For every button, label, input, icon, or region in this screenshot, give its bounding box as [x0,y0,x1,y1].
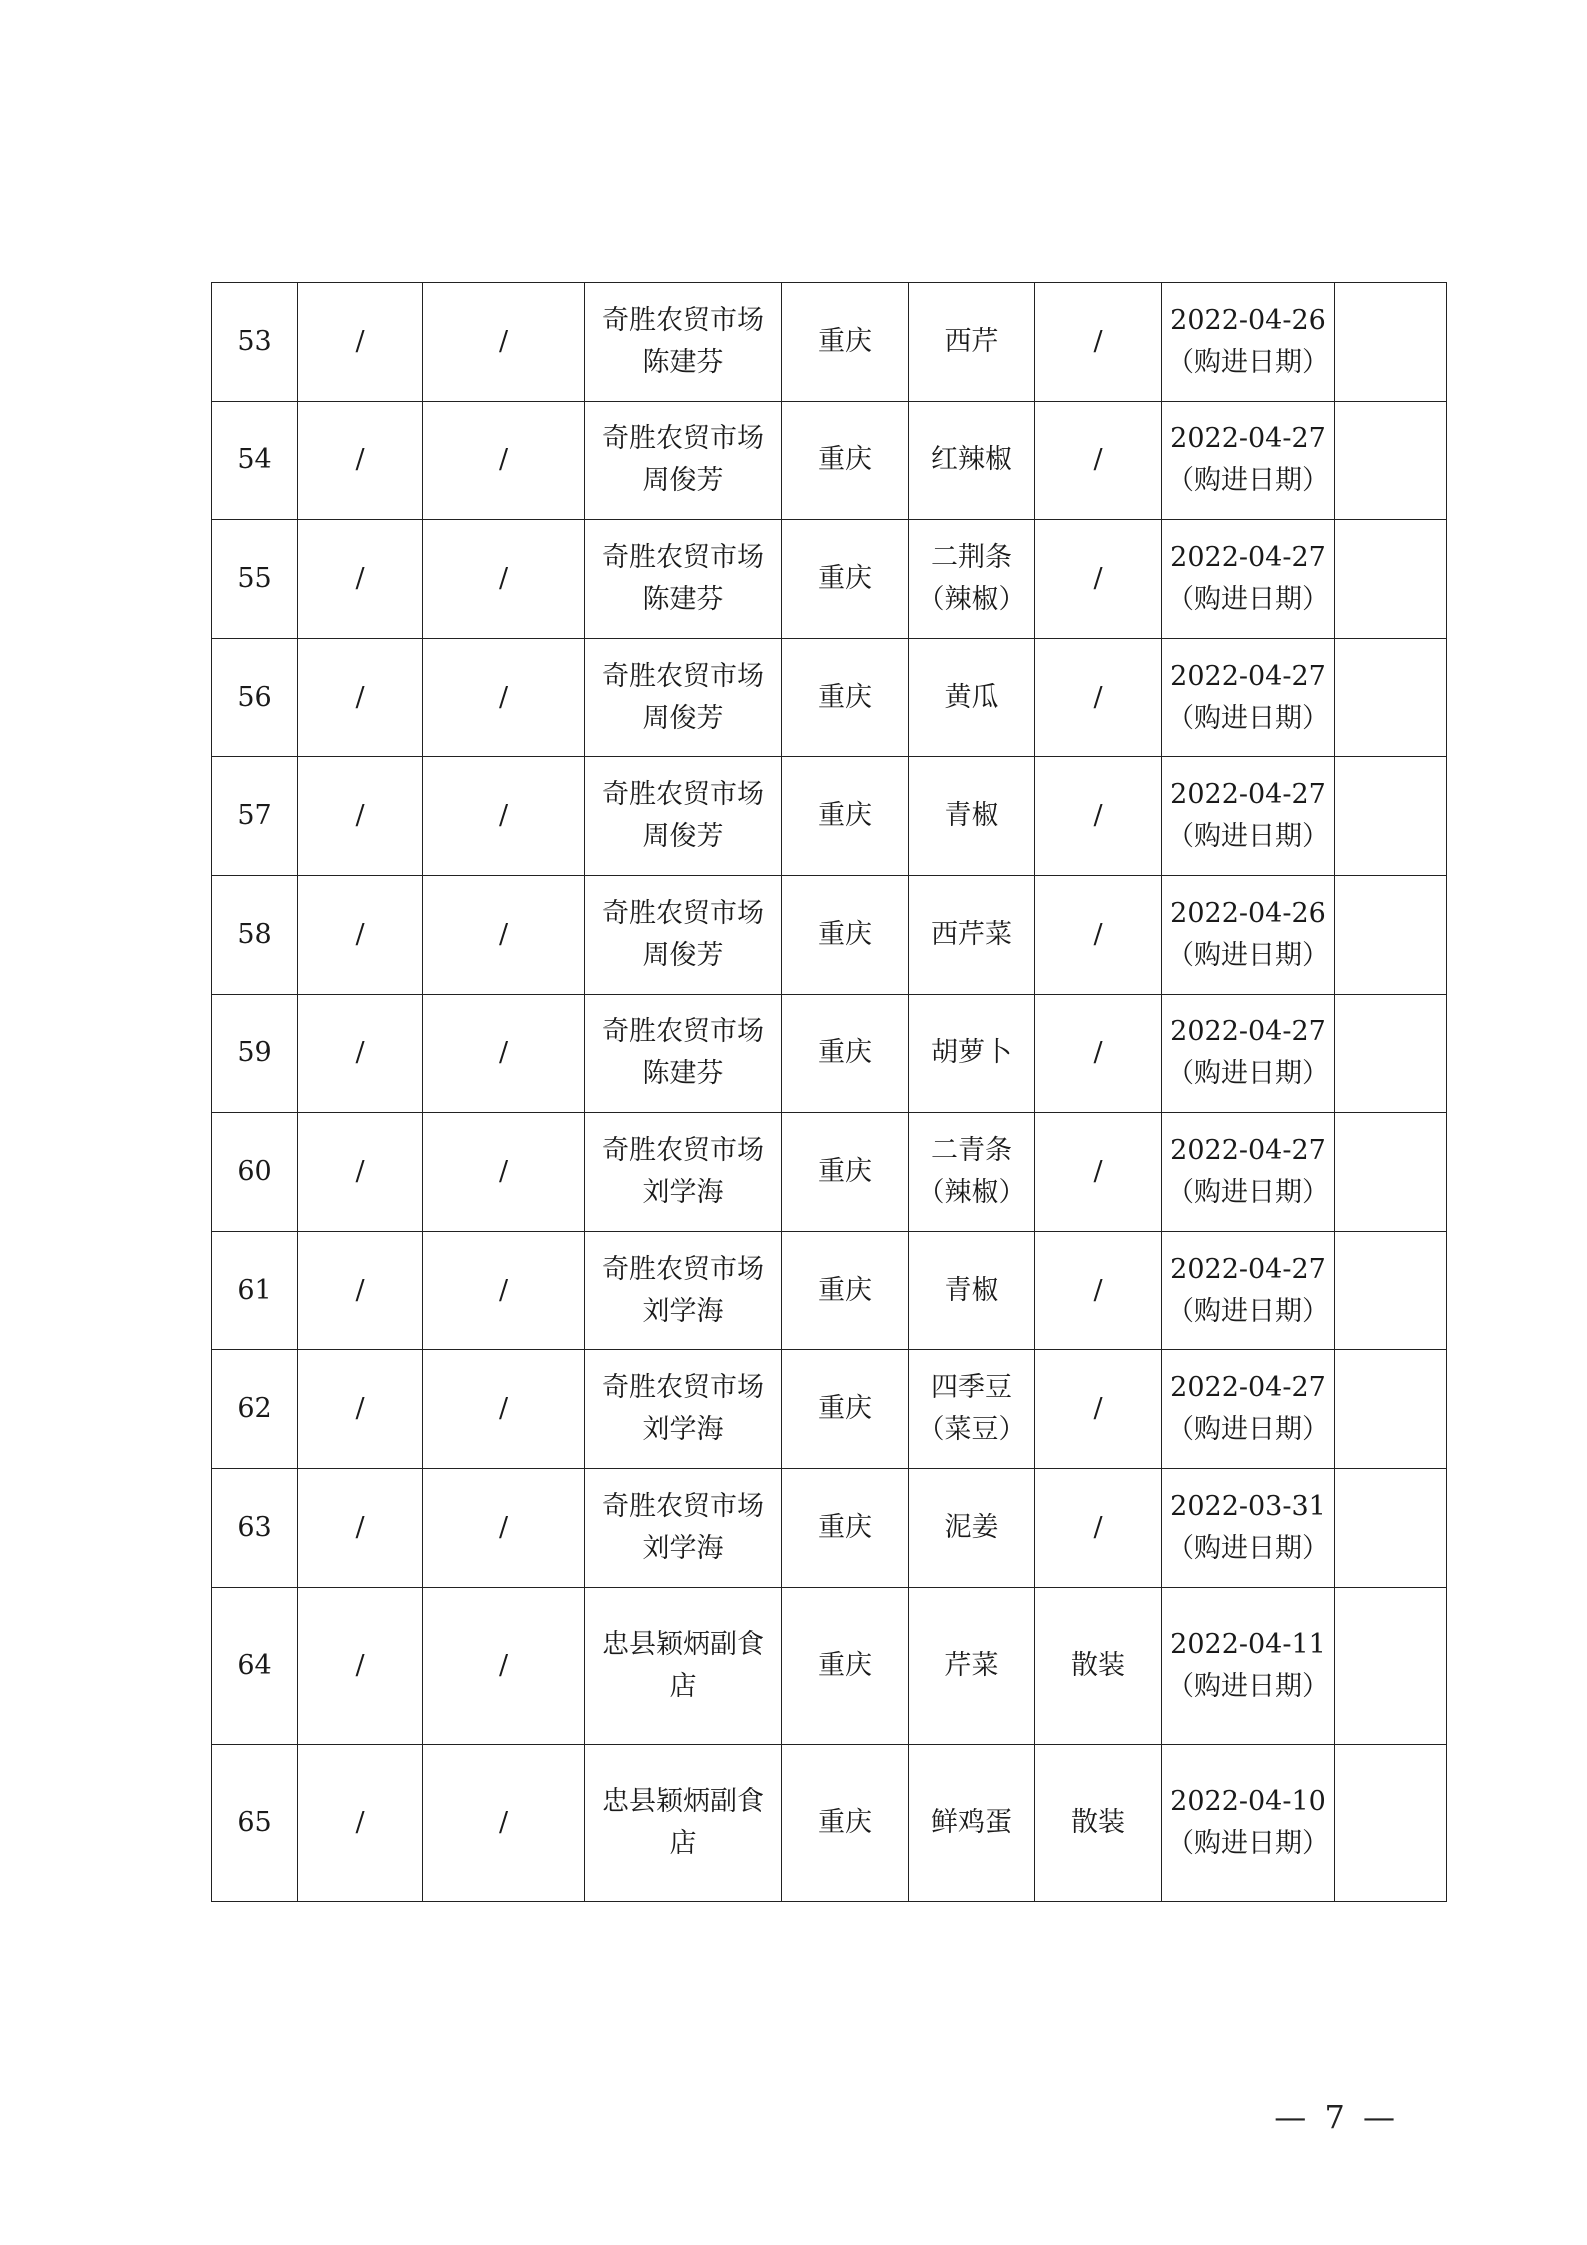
blank-slash-cell [298,283,423,402]
region-cell [782,1113,909,1232]
product-cell [909,520,1035,639]
cell-text: 2022-04-10 [1170,1785,1326,1817]
date-cell [1162,757,1335,876]
remarks-cell [1335,1231,1447,1350]
cell-text: 奇胜农贸市场 [602,779,764,811]
cell-text: （购进日期） [1167,1827,1329,1859]
remarks-cell [1335,401,1447,520]
cell-text: / [355,1393,365,1425]
packaging-cell [1035,875,1162,994]
blank-slash-cell [298,1113,423,1232]
cell-text: 63 [237,1511,272,1543]
cell-text: （购进日期） [1167,1414,1329,1446]
cell-text: 芹菜 [944,1649,999,1681]
row-number-cell [212,283,298,402]
cell-text: / [1093,1155,1103,1187]
region-cell [782,1350,909,1469]
seller-cell [585,283,782,402]
cell-text: 奇胜农贸市场 [602,897,764,929]
cell-text: 刘学海 [642,1295,724,1327]
cell-text: 58 [237,918,272,950]
cell-text: 2022-04-27 [1170,1372,1326,1404]
cell-text: 忠县颖炳副食 [602,1628,764,1660]
blank-slash-cell [298,994,423,1113]
packaging-cell [1035,1744,1162,1901]
cell-text: 54 [237,444,272,476]
date-cell [1162,875,1335,994]
cell-text: 鲜鸡蛋 [931,1806,1012,1838]
cell-text: 忠县颖炳副食 [602,1785,764,1817]
cell-text: （购进日期） [1167,939,1329,971]
cell-text: 64 [237,1649,272,1681]
table-row [212,638,1447,757]
packaging-cell [1035,1468,1162,1587]
seller-cell [585,638,782,757]
cell-text: / [498,918,509,950]
cell-text: / [355,1037,365,1069]
cell-text: 红辣椒 [931,444,1012,476]
product-cell [909,757,1035,876]
seller-cell [585,1744,782,1901]
cell-text: / [355,918,365,950]
seller-cell [585,875,782,994]
blank-slash-cell [298,1231,423,1350]
cell-text: 奇胜农贸市场 [602,541,764,573]
cell-text: （购进日期） [1167,1670,1329,1702]
cell-text: （购进日期） [1167,1295,1329,1327]
table-row [212,283,1447,402]
cell-text: 2022-04-27 [1170,541,1326,573]
cell-text: 刘学海 [642,1176,724,1208]
cell-text: / [355,444,365,476]
date-cell [1162,994,1335,1113]
region-cell [782,757,909,876]
product-cell [909,283,1035,402]
product-cell [909,875,1035,994]
cell-text: 2022-04-27 [1170,660,1326,692]
cell-text: 57 [237,800,272,832]
cell-text: / [498,1511,509,1543]
cell-text: / [355,681,365,713]
row-number-cell [212,875,298,994]
region-cell [782,1468,909,1587]
row-number-cell [212,401,298,520]
region-cell [782,520,909,639]
cell-text: 重庆 [818,1511,872,1543]
blank-slash-cell [423,401,585,520]
remarks-cell [1335,1350,1447,1469]
cell-text: / [1093,800,1103,832]
row-number-cell [212,1744,298,1901]
packaging-cell [1035,638,1162,757]
remarks-cell [1335,757,1447,876]
region-cell [782,875,909,994]
blank-slash-cell [423,1744,585,1901]
row-number-cell [212,757,298,876]
blank-slash-cell [423,1350,585,1469]
blank-slash-cell [298,1744,423,1901]
cell-text: / [355,1155,365,1187]
cell-text: 陈建芬 [642,583,724,615]
cell-text: 西芹 [944,325,999,357]
cell-text: / [1093,444,1103,476]
cell-text: 青椒 [944,800,999,832]
cell-text: 四季豆 [931,1372,1012,1404]
region-cell [782,994,909,1113]
blank-slash-cell [423,1587,585,1744]
packaging-cell [1035,1350,1162,1469]
cell-text: / [498,562,509,594]
cell-text: 奇胜农贸市场 [602,1372,764,1404]
cell-text: 刘学海 [642,1532,724,1564]
region-cell [782,283,909,402]
blank-slash-cell [423,1468,585,1587]
row-number-cell [212,1350,298,1469]
cell-text: / [355,1806,365,1838]
cell-text: 2022-04-27 [1170,1253,1326,1285]
remarks-cell [1335,1744,1447,1901]
date-cell [1162,283,1335,402]
blank-slash-cell [298,638,423,757]
seller-cell [585,401,782,520]
cell-text: 周俊芳 [642,939,724,971]
cell-text: 重庆 [818,1155,872,1187]
seller-cell [585,1113,782,1232]
row-number-cell [212,638,298,757]
cell-text: / [1093,1037,1103,1069]
product-cell [909,638,1035,757]
table-row [212,1468,1447,1587]
cell-text: 奇胜农贸市场 [602,423,764,455]
cell-text: / [498,444,509,476]
cell-text: （辣椒） [917,1176,1026,1208]
cell-text: 55 [237,562,272,594]
cell-text: / [1093,681,1103,713]
product-cell [909,1113,1035,1232]
packaging-cell [1035,401,1162,520]
remarks-cell [1335,283,1447,402]
blank-slash-cell [298,875,423,994]
date-cell [1162,1350,1335,1469]
table-body [212,283,1447,1902]
cell-text: 重庆 [818,325,872,357]
table-row [212,520,1447,639]
product-cell [909,994,1035,1113]
cell-text: 二荆条 [931,541,1012,573]
cell-text: 2022-04-27 [1170,1134,1326,1166]
cell-text: 胡萝卜 [931,1037,1012,1069]
table-row [212,1350,1447,1469]
blank-slash-cell [298,1468,423,1587]
cell-text: / [355,325,365,357]
cell-text: 53 [237,325,272,357]
table-row [212,1113,1447,1232]
cell-text: 重庆 [818,444,872,476]
row-number-cell [212,1231,298,1350]
cell-text: / [498,1649,509,1681]
remarks-cell [1335,1468,1447,1587]
cell-text: 陈建芬 [642,346,724,378]
cell-text: 重庆 [818,1037,872,1069]
cell-text: （购进日期） [1167,465,1329,497]
table-row [212,1744,1447,1901]
product-cell [909,401,1035,520]
remarks-cell [1335,875,1447,994]
cell-text: / [498,1393,509,1425]
cell-text: （购进日期） [1167,702,1329,734]
date-cell [1162,1744,1335,1901]
cell-text: 61 [237,1274,272,1306]
table-row [212,757,1447,876]
blank-slash-cell [298,1587,423,1744]
cell-text: / [498,325,509,357]
seller-cell [585,520,782,639]
cell-text: / [355,1274,365,1306]
cell-text: / [498,800,509,832]
cell-text: / [498,681,509,713]
cell-text: 店 [669,1827,697,1859]
cell-text: / [1093,562,1103,594]
row-number-cell [212,1587,298,1744]
remarks-cell [1335,638,1447,757]
cell-text: 奇胜农贸市场 [602,1490,764,1522]
cell-text: （菜豆） [917,1414,1026,1446]
remarks-cell [1335,520,1447,639]
cell-text: 西芹菜 [931,918,1012,950]
cell-text: 刘学海 [642,1414,724,1446]
remarks-cell [1335,994,1447,1113]
blank-slash-cell [423,1231,585,1350]
cell-text: （购进日期） [1167,1176,1329,1208]
cell-text: 散装 [1071,1806,1125,1838]
product-cell [909,1587,1035,1744]
blank-slash-cell [298,401,423,520]
table-row [212,1231,1447,1350]
row-number-cell [212,994,298,1113]
date-cell [1162,1113,1335,1232]
date-cell [1162,1587,1335,1744]
cell-text: 奇胜农贸市场 [602,1016,764,1048]
cell-text: 重庆 [818,562,872,594]
blank-slash-cell [423,638,585,757]
blank-slash-cell [423,520,585,639]
region-cell [782,401,909,520]
packaging-cell [1035,1587,1162,1744]
cell-text: 重庆 [818,1806,872,1838]
seller-cell [585,1468,782,1587]
cell-text: 2022-03-31 [1170,1490,1326,1522]
table-row [212,401,1447,520]
product-cell [909,1744,1035,1901]
cell-text: / [498,1155,509,1187]
packaging-cell [1035,1231,1162,1350]
cell-text: 62 [237,1393,272,1425]
date-cell [1162,520,1335,639]
cell-text: （购进日期） [1167,821,1329,853]
cell-text: 奇胜农贸市场 [602,660,764,692]
cell-text: 泥姜 [944,1511,999,1543]
cell-text: / [1093,1393,1103,1425]
cell-text: （购进日期） [1167,583,1329,615]
cell-text: 56 [237,681,272,713]
cell-text: 重庆 [818,1393,872,1425]
cell-text: / [355,562,365,594]
cell-text: 周俊芳 [642,821,724,853]
cell-text: / [1093,918,1103,950]
cell-text: / [498,1274,509,1306]
cell-text: / [355,1511,365,1543]
blank-slash-cell [423,283,585,402]
cell-text: （购进日期） [1167,346,1329,378]
cell-text: / [498,1037,509,1069]
cell-text: / [498,1806,509,1838]
cell-text: 重庆 [818,800,872,832]
table-row [212,994,1447,1113]
sampling-table [211,282,1447,1902]
cell-text: 重庆 [818,1274,872,1306]
cell-text: 散装 [1071,1649,1125,1681]
seller-cell [585,994,782,1113]
seller-cell [585,1231,782,1350]
blank-slash-cell [298,757,423,876]
packaging-cell [1035,283,1162,402]
cell-text: 周俊芳 [642,702,724,734]
blank-slash-cell [423,875,585,994]
cell-text: / [1093,1274,1103,1306]
cell-text: 2022-04-11 [1170,1628,1326,1660]
blank-slash-cell [423,1113,585,1232]
date-cell [1162,638,1335,757]
product-cell [909,1468,1035,1587]
blank-slash-cell [423,994,585,1113]
date-cell [1162,1231,1335,1350]
cell-text: 2022-04-27 [1170,423,1326,455]
cell-text: 二青条 [931,1134,1012,1166]
cell-text: （购进日期） [1167,1532,1329,1564]
cell-text: 重庆 [818,681,872,713]
cell-text: 2022-04-27 [1170,779,1326,811]
cell-text: 奇胜农贸市场 [602,1253,764,1285]
cell-text: 重庆 [818,1649,872,1681]
remarks-cell [1335,1587,1447,1744]
packaging-cell [1035,1113,1162,1232]
blank-slash-cell [298,520,423,639]
region-cell [782,1231,909,1350]
cell-text: 重庆 [818,918,872,950]
cell-text: 奇胜农贸市场 [602,1134,764,1166]
cell-text: 周俊芳 [642,465,724,497]
cell-text: / [1093,1511,1103,1543]
date-cell [1162,401,1335,520]
cell-text: / [355,1649,365,1681]
cell-text: 青椒 [944,1274,999,1306]
cell-text: / [355,800,365,832]
packaging-cell [1035,757,1162,876]
packaging-cell [1035,520,1162,639]
seller-cell [585,757,782,876]
cell-text: 2022-04-26 [1170,304,1326,336]
date-cell [1162,1468,1335,1587]
cell-text: 黄瓜 [944,681,999,713]
cell-text: 陈建芬 [642,1058,724,1090]
product-cell [909,1231,1035,1350]
seller-cell [585,1350,782,1469]
cell-text: / [1093,325,1103,357]
remarks-cell [1335,1113,1447,1232]
region-cell [782,1744,909,1901]
cell-text: （辣椒） [917,583,1026,615]
cell-text: 奇胜农贸市场 [602,304,764,336]
blank-slash-cell [298,1350,423,1469]
row-number-cell [212,1113,298,1232]
region-cell [782,1587,909,1744]
row-number-cell [212,1468,298,1587]
blank-slash-cell [423,757,585,876]
cell-text: 65 [237,1806,272,1838]
cell-text: 店 [669,1670,697,1702]
product-cell [909,1350,1035,1469]
cell-text: 2022-04-27 [1170,1016,1326,1048]
cell-text: 59 [237,1037,272,1069]
page-number: — 7 — [1274,2098,1399,2136]
table-row [212,875,1447,994]
row-number-cell [212,520,298,639]
cell-text: 60 [237,1155,272,1187]
cell-text: 2022-04-26 [1170,897,1326,929]
packaging-cell [1035,994,1162,1113]
cell-text: （购进日期） [1167,1058,1329,1090]
seller-cell [585,1587,782,1744]
region-cell [782,638,909,757]
table-row [212,1587,1447,1744]
